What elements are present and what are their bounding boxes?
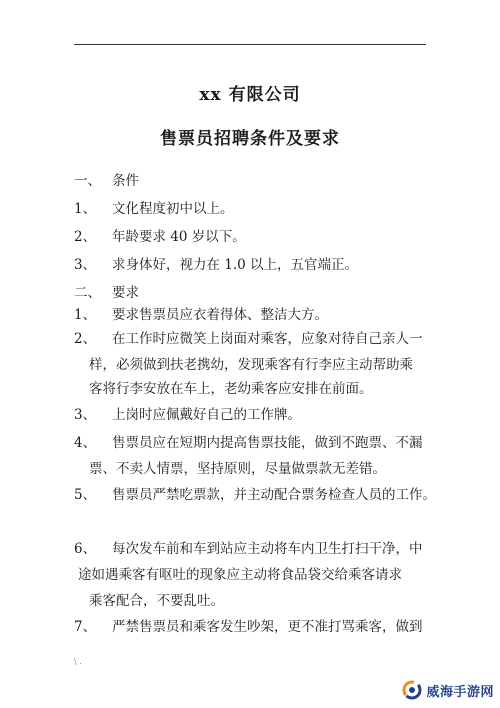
item-text: 上岗时应佩戴好自己的工作牌。	[112, 407, 301, 423]
page-title: 售票员招聘条件及要求	[160, 129, 340, 149]
item-text: 在工作时应微笑上岗面对乘客，应象对待自己亲人一	[112, 331, 423, 347]
item-text: 要求售票员应衣着得体、整洁大方。	[112, 307, 328, 323]
header-rule	[74, 44, 426, 45]
section-number: 二、	[74, 285, 101, 301]
item-text: 乘客配合，不要乱吐。	[89, 593, 224, 609]
item-text: 求身体好，视力在 1.0 以上，五官端正。	[112, 257, 359, 273]
item-text: 客将行李安放在车上，老幼乘客应安排在前面。	[89, 381, 373, 397]
section-heading-text: 条件	[112, 173, 139, 189]
item-number: 6、	[74, 541, 97, 557]
item-text: 票、不卖人情票，坚持原则，尽量做票款无差错。	[89, 461, 386, 477]
footer-mark: \ .	[74, 657, 82, 666]
section-number: 一、	[74, 173, 101, 189]
item-number: 4、	[74, 435, 97, 451]
item-number: 1、	[74, 201, 97, 217]
section-heading-text: 要求	[112, 285, 139, 301]
item-text: 严禁售票员和乘客发生吵架，更不准打骂乘客，做到	[112, 619, 423, 635]
item-text: 年龄要求 40 岁以下。	[112, 229, 246, 245]
company-name: xx 有限公司	[199, 85, 301, 105]
watermark	[402, 680, 494, 700]
item-text: 文化程度初中以上。	[112, 201, 234, 217]
item-number: 7、	[74, 619, 97, 635]
item-number: 3、	[74, 407, 97, 423]
item-text: 每次发车前和车到站应主动将车内卫生打扫干净，中	[112, 541, 423, 557]
item-text: 途如遇乘客有呕吐的现象应主动将食品袋交给乘客请求	[78, 567, 402, 583]
item-text: 样，必须做到扶老携幼，发现乘客有行李应主动帮助乘	[89, 357, 413, 373]
watermark-text: 威海手游网	[426, 684, 494, 700]
item-number: 2、	[74, 331, 97, 347]
swirl-logo-icon	[402, 680, 422, 700]
item-number: 5、	[74, 487, 97, 503]
item-text: 售票员严禁吃票款，并主动配合票务检查人员的工作。	[112, 487, 436, 503]
item-text: 售票员应在短期内提高售票技能，做到不跑票、不漏	[112, 435, 423, 451]
item-number: 2、	[74, 229, 97, 245]
item-number: 1、	[74, 307, 97, 323]
item-number: 3、	[74, 257, 97, 273]
